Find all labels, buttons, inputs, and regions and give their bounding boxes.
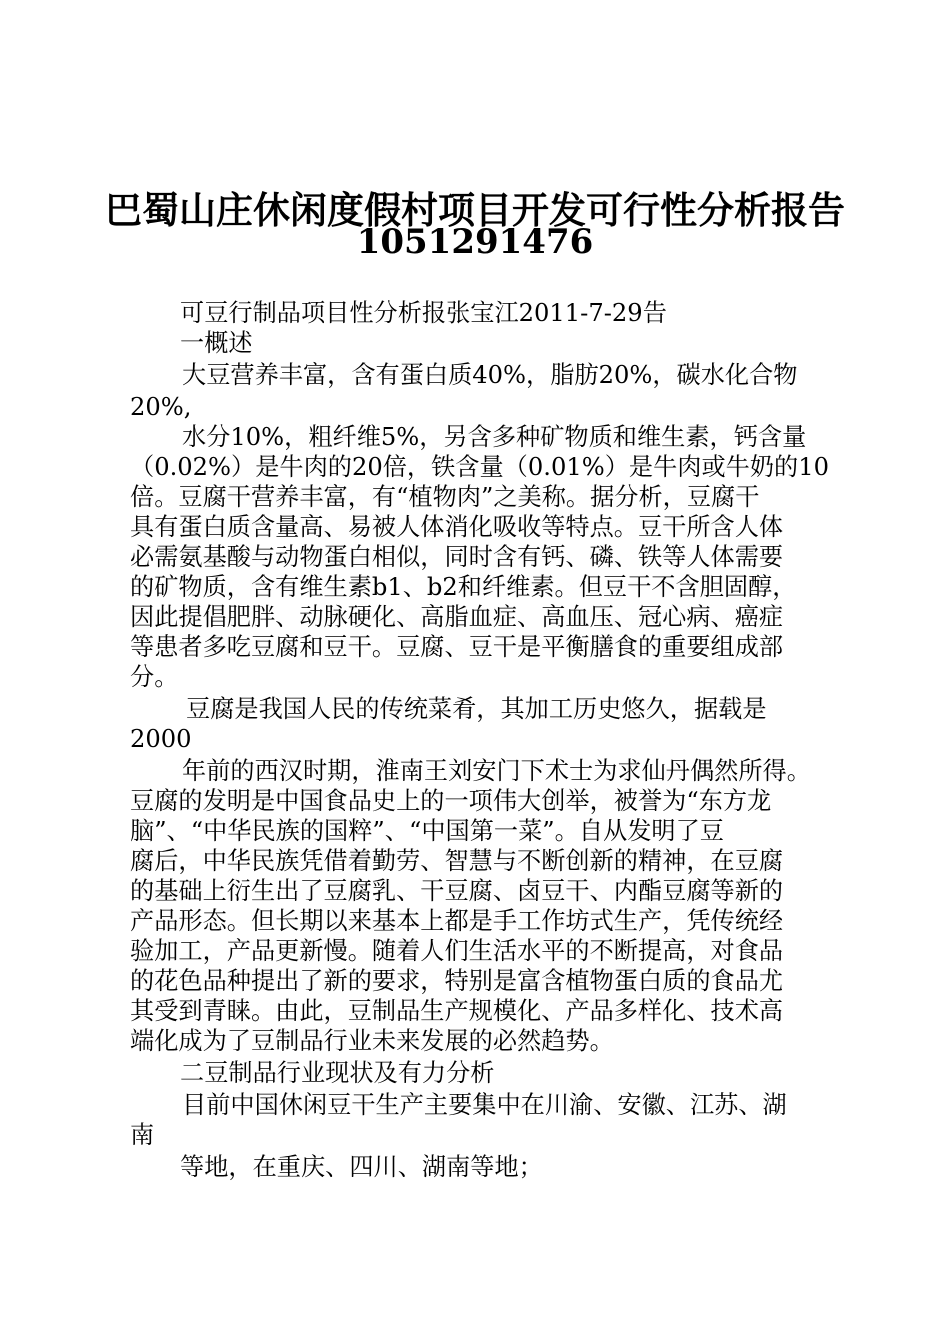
- text-line: 等患者多吃豆腐和豆干。豆腐、豆干是平衡膳食的重要组成部: [130, 633, 784, 661]
- text-line: 分。: [130, 663, 179, 691]
- text-line: （0.02%）是牛肉的20倍，铁含量（0.01%）是牛肉或牛奶的10: [130, 453, 829, 481]
- text-line: 的基础上衍生出了豆腐乳、干豆腐、卤豆干、内酯豆腐等新的: [130, 877, 784, 905]
- section-heading: 一概述: [180, 329, 253, 357]
- text-line: 2000: [130, 725, 192, 753]
- text-line: 验加工，产品更新慢。随着人们生活水平的不断提高，对食品: [130, 937, 784, 965]
- text-line: 等地，在重庆、四川、湖南等地；: [180, 1153, 543, 1181]
- text-line: 腐后，中华民族凭借着勤劳、智慧与不断创新的精神，在豆腐: [130, 847, 784, 875]
- text-line: 的花色品种提出了新的要求，特别是富含植物蛋白质的食品尤: [130, 967, 784, 995]
- text-line: 脑”、“中华民族的国粹”、“中国第一菜”。自从发明了豆: [130, 817, 724, 845]
- text-line: 年前的西汉时期，淮南王刘安门下术士为求仙丹偶然所得。: [182, 757, 811, 785]
- text-line: 水分10%，粗纤维5%，另含多种矿物质和维生素，钙含量: [182, 423, 807, 451]
- document-title-number: 1051291476: [356, 222, 594, 262]
- text-line: 因此提倡肥胖、动脉硬化、高脂血症、高血压、冠心病、癌症: [130, 603, 784, 631]
- text-line: 其受到青睐。由此，豆制品生产规模化、产品多样化、技术高: [130, 997, 784, 1025]
- text-line: 南: [130, 1121, 155, 1149]
- text-line: 端化成为了豆制品行业未来发展的必然趋势。: [130, 1027, 614, 1055]
- text-line: 豆腐的发明是中国食品史上的一项伟大创举，被誉为“东方龙: [130, 787, 772, 815]
- text-line: 可豆行制品项目性分析报张宝江2011-7-29告: [180, 299, 667, 327]
- text-line: 必需氨基酸与动物蛋白相似，同时含有钙、磷、铁等人体需要: [130, 543, 784, 571]
- text-line: 倍。豆腐干营养丰富，有“植物肉”之美称。据分析，豆腐干: [130, 483, 760, 511]
- document-title: 巴蜀山庄休闲度假村项目开发可行性分析报告: [105, 188, 845, 232]
- text-line: 目前中国休闲豆干生产主要集中在川渝、安徽、江苏、湖: [182, 1091, 787, 1119]
- text-line: 豆腐是我国人民的传统菜肴，其加工历史悠久，据载是: [186, 695, 767, 723]
- text-line: 大豆营养丰富，含有蛋白质40%，脂肪20%，碳水化合物: [182, 361, 798, 389]
- section-heading: 二豆制品行业现状及有力分析: [180, 1059, 495, 1087]
- text-line: 产品形态。但长期以来基本上都是手工作坊式生产，凭传统经: [130, 907, 784, 935]
- text-line: 的矿物质，含有维生素b1、b2和纤维素。但豆干不含胆固醇，: [130, 573, 797, 601]
- text-line: 20%,: [130, 393, 192, 421]
- text-line: 具有蛋白质含量高、易被人体消化吸收等特点。豆干所含人体: [130, 513, 784, 541]
